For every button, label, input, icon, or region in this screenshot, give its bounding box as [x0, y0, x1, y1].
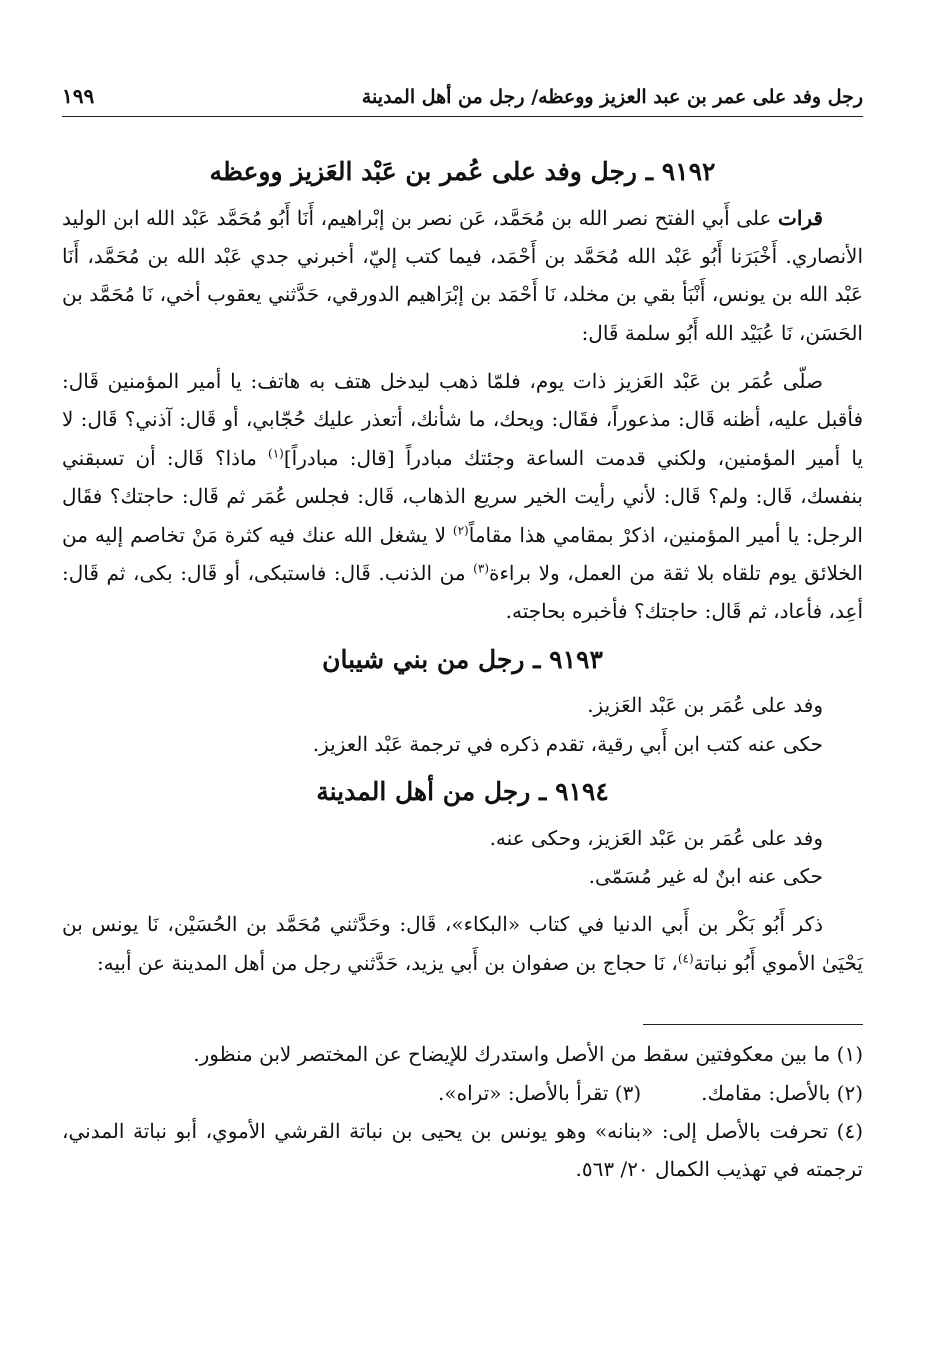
isnad-paragraph [62, 199, 863, 353]
entry-line: وفد على عُمَر بن عَبْد العَزيز، وحكى عنه. [489, 825, 823, 850]
running-title: رجل وفد على عمر بن عبد العزيز ووعظه/ رجل من أهل المدينة [361, 86, 863, 108]
narrative-text-2: ماذا؟ قَال: أن تسبقني بنفسك، قَال: ولم؟ قَال: لأني رأيت الخير سريع الذهاب، قَال: فجلس عُمَر ثم قَال: حاجتك؟ فقَال الرجل: يا أمير المؤمنين، اذكرْ بمقامي هذا مقاماً [62, 445, 863, 547]
isnad-text-2: ، نَا حجاج بن صفوان بن أَبي يزيد، حَدَّثني رجل من أهل المدينة عن أبيه: [96, 950, 678, 975]
isnad-lead: قرات [778, 205, 823, 230]
entry-title-9193: ٩١٩٣ ـ رجل من بني شيبان [322, 644, 603, 674]
footnote-row [62, 1074, 863, 1112]
entry-line: حكى عنه كتب ابن أَبي رقية، تقدم ذكره في ترجمة عَبْد العزيز. [312, 731, 823, 756]
running-header [62, 84, 863, 117]
entry-title-9194: ٩١٩٤ ـ رجل من أهل المدينة [316, 777, 609, 807]
footnote-marker-4[interactable]: (٤) [677, 951, 694, 966]
footnote-divider [643, 1024, 863, 1025]
footnote-4: (٤) تحرفت بالأصل إلى: «بنانه» وهو يونس بن يحيى بن نباتة القرشي الأموي، أبو نباتة المدني، ترجمته في تهذيب الكمال ٢٠/ ٥٦٣. [62, 1118, 863, 1182]
entry-line: حكى عنه ابنٌ له غير مُسَمّى. [588, 863, 823, 888]
footnote-3: (٣) تقرأ بالأصل: «تراه». [438, 1080, 642, 1105]
isnad-text: على أَبي الفتح نصر الله بن مُحَمَّد، عَن نصر بن إبْراهيم، أَنَا أَبُو مُحَمَّد عَبْد الله ابن الوليد الأنصاري. أَخْبَرَنا أَبُو عَبْد الله مُحَمَّد بن أَحْمَد، فيما كتب إليّ، أخبرني جدي عَبْد الله بن مُحَمَّد، أَنَا عَبْد الله بن يونس، أَنْبَأ بقي بن مخلد، نَا أَحْمَد بن إبْرَاهيم الدورقي، حَدَّثني يعقوب أخي، نَا مُحَمَّد بن الحَسَن، نَا عُبَيْد الله أَبُو سلمة قَال: [62, 205, 863, 345]
footnote-marker-2[interactable]: (٢) [452, 522, 469, 537]
narrative-text-3: لا يشغل الله عنك فيه كثرة مَنْ تخاصم إليه من الخلائق يوم تلقاه بلا ثقة من العمل، ولا براءة [62, 522, 863, 586]
narrative-text-1: صلّى عُمَر بن عَبْد العَزيز ذات يوم، فلمّا ذهب ليدخل هتف به هاتف: يا أمير المؤمنين قَال: فأقبل عليه، أظنه قَال: مذعوراً، فقَال: ويحك، ما شأنك، أتعذر عليك حُجّابي، أو قَال: آذني؟ قَال: لا يا أمير المؤمنين، ولكني قدمت الساعة وجئتك مبادراً [قال: مبادراً] [62, 369, 864, 470]
isnad-paragraph [62, 905, 863, 982]
footnote-2: (٢) بالأصل: مقامك. [701, 1080, 863, 1105]
footnote-marker-3[interactable]: (٣) [473, 561, 489, 576]
entry-line: وفد على عُمَر بن عَبْد العَزيز. [587, 693, 823, 718]
page-number: ١٩٩ [62, 84, 95, 108]
narrative-text-4: من الذنب. قَال: فاستبكى، أو قَال: بكى، ثم قَال: أعِد، فأعاد، ثم قَال: حاجتك؟ فأخبره بحاجته. [62, 561, 863, 624]
entry-title-9192: ٩١٩٢ ـ رجل وفد على عُمر بن عَبْد العَزيز ووعظه [209, 157, 716, 186]
isnad-text-1: ذكر أَبُو بَكْر بن أَبي الدنيا في كتاب «البكاء»، قَال: وحَدَّثني مُحَمَّد بن الحُسَيْن، نَا يونس بن يَحْيَىٰ الأموي أَبُو نباتة [62, 912, 863, 975]
footnote-marker-1[interactable]: (١) [268, 446, 284, 461]
narrative-paragraph [62, 362, 863, 631]
footnote-1: (١) ما بين معكوفتين سقط من الأصل واستدرك للإيضاح عن المختصر لابن منظور. [193, 1042, 863, 1067]
footnotes-section [62, 1035, 863, 1189]
